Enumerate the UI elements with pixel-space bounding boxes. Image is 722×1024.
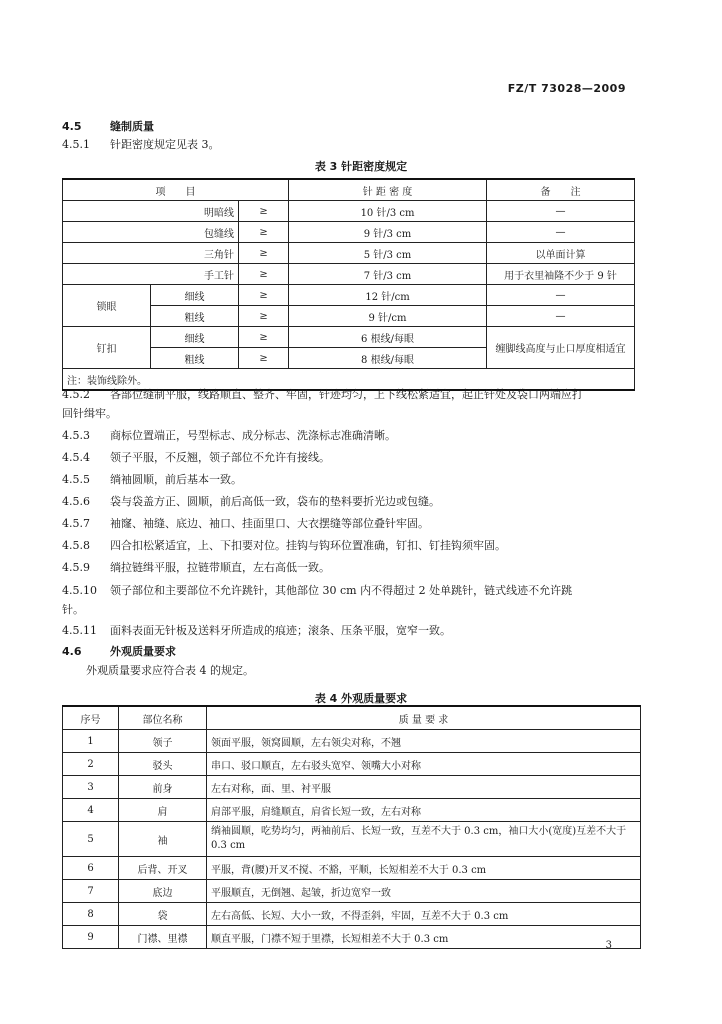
header-item: 项 目 (63, 179, 289, 201)
header-requirement: 质 量 要 求 (207, 706, 641, 730)
section-heading-4-5 (62, 118, 662, 135)
page-number: 3 (605, 940, 612, 951)
table-header-row (63, 706, 641, 730)
clause-4-5-6 (62, 493, 662, 510)
row-item: 手工针 (63, 264, 239, 285)
row-item: 包缝线 (63, 222, 239, 243)
table-row (63, 730, 641, 753)
row-requirement: 左右对称，面、里、衬平服 (207, 776, 641, 799)
row-note: — (487, 201, 635, 222)
row-no: 1 (63, 730, 119, 753)
clause-4-5-1 (62, 136, 662, 153)
clause-number: 4.5.4 (62, 451, 90, 464)
row-sub: 粗线 (151, 306, 239, 327)
clause-4-5-4 (62, 449, 662, 466)
row-no: 8 (63, 903, 119, 926)
row-no: 9 (63, 926, 119, 949)
clause-number: 4.5.3 (62, 429, 90, 442)
row-op: ≥ (239, 243, 289, 264)
section-number: 4.6 (62, 645, 82, 658)
clause-text: 商标位置端正，号型标志、成分标志、洗涤标志准确清晰。 (110, 429, 396, 442)
clause-text: 四合扣松紧适宜，上、下扣要对位。挂钩与钩环位置准确，钉扣、钉挂钩须牢固。 (110, 539, 506, 552)
section-number: 4.5 (62, 120, 82, 133)
row-part: 驳头 (119, 753, 207, 776)
row-requirement: 串口、驳口顺直，左右驳头宽窄、领嘴大小对称 (207, 753, 641, 776)
row-requirement: 左右高低、长短、大小一致，不得歪斜，牢固，互差不大于 0.3 cm (207, 903, 641, 926)
row-note: 用于衣里袖隆不少于 9 针 (487, 264, 635, 285)
table-row (63, 880, 641, 903)
row-no: 2 (63, 753, 119, 776)
row-sub: 细线 (151, 327, 239, 348)
row-requirement: 肩部平服，肩缝顺直，肩省长短一致，左右对称 (207, 799, 641, 822)
row-part: 袋 (119, 903, 207, 926)
table-row (63, 264, 635, 285)
table-row (63, 753, 641, 776)
row-sub: 细线 (151, 285, 239, 306)
clause-number: 4.5.8 (62, 539, 90, 552)
clause-4-5-10 (62, 582, 662, 599)
clause-text: 绱拉链缉平服，拉链带顺直，左右高低一致。 (110, 561, 330, 574)
row-note: — (487, 222, 635, 243)
section-heading-4-6 (62, 643, 662, 660)
clause-4-5-5 (62, 471, 662, 488)
row-part: 前身 (119, 776, 207, 799)
section-4-6-intro: 外观质量要求应符合表 4 的规定。 (86, 664, 254, 677)
header-density: 针 距 密 度 (289, 179, 487, 201)
clause-number: 4.5.7 (62, 517, 90, 530)
row-op: ≥ (239, 306, 289, 327)
clause-number: 4.5.9 (62, 561, 90, 574)
row-value: 10 针/3 cm (289, 201, 487, 222)
row-requirement: 绱袖圆顺，吃势均匀，两袖前后、长短一致，互差不大于 0.3 cm，袖口大小(宽度)互差不大于 0.3 cm (207, 822, 641, 857)
clause-text: 领子平服，不反翘，领子部位不允许有接线。 (110, 451, 330, 464)
row-requirement: 领面平服，领窝圆顺，左右领尖对称，不翘 (207, 730, 641, 753)
table-row (63, 799, 641, 822)
clause-4-5-11 (62, 622, 662, 639)
row-sub: 粗线 (151, 348, 239, 369)
table-row (63, 327, 635, 348)
row-part: 领子 (119, 730, 207, 753)
row-part: 肩 (119, 799, 207, 822)
row-value: 9 针/cm (289, 306, 487, 327)
row-item: 三角针 (63, 243, 239, 264)
clause-text: 针距密度规定见表 3。 (110, 138, 220, 151)
row-part: 门襟、里襟 (119, 926, 207, 949)
row-note: 缠脚线高度与止口厚度相适宜 (487, 327, 635, 369)
table-4-appearance-quality (62, 705, 641, 949)
header-part: 部位名称 (119, 706, 207, 730)
table-row (63, 926, 641, 949)
clause-text: 面料表面无针板及送料牙所造成的痕迹；滚条、压条平服，宽窄一致。 (110, 624, 451, 637)
clause-text: 绱袖圆顺，前后基本一致。 (110, 473, 242, 486)
row-requirement: 平服顺直，无倒翘、起皱，折边宽窄一致 (207, 880, 641, 903)
row-part: 后背、开叉 (119, 857, 207, 880)
row-requirement: 顺直平服，门襟不短于里襟，长短相差不大于 0.3 cm (207, 926, 641, 949)
clause-4-5-2 (62, 386, 662, 403)
clause-number: 4.5.6 (62, 495, 90, 508)
table-3-stitch-density (62, 178, 635, 391)
table-header-row (63, 179, 635, 201)
header-note: 备 注 (487, 179, 635, 201)
row-value: 7 针/3 cm (289, 264, 487, 285)
row-no: 6 (63, 857, 119, 880)
row-no: 4 (63, 799, 119, 822)
row-no: 3 (63, 776, 119, 799)
clause-number: 4.5.11 (62, 624, 97, 637)
row-value: 9 针/3 cm (289, 222, 487, 243)
table-row (63, 285, 635, 306)
standard-code: FZ/T 73028—2009 (507, 82, 626, 95)
row-op: ≥ (239, 348, 289, 369)
row-op: ≥ (239, 327, 289, 348)
header-no: 序号 (63, 706, 119, 730)
table-row (63, 857, 641, 880)
row-value: 6 根线/每眼 (289, 327, 487, 348)
row-part: 底边 (119, 880, 207, 903)
clause-number: 4.5.5 (62, 473, 90, 486)
table-row (63, 903, 641, 926)
clause-text: 袖窿、袖缝、底边、袖口、挂面里口、大衣摆缝等部位叠针牢固。 (110, 517, 429, 530)
section-title: 外观质量要求 (110, 645, 176, 658)
table-footnote: 注：装饰线除外。 (63, 369, 635, 391)
clause-4-5-10-continued: 针。 (62, 603, 84, 616)
row-op: ≥ (239, 285, 289, 306)
row-no: 5 (63, 822, 119, 857)
section-title: 缝制质量 (110, 120, 154, 133)
clause-number: 4.5.1 (62, 138, 90, 151)
clause-4-5-3 (62, 427, 662, 444)
group-label: 锁眼 (63, 285, 151, 327)
row-note: — (487, 306, 635, 327)
table4-caption: 表 4 外观质量要求 (314, 692, 408, 705)
clause-text: 各部位缝制平服，线路顺直、整齐、牢固，针迹均匀，上下线松紧适宜，起止针处及袋口两端应打 (110, 388, 583, 401)
row-no: 7 (63, 880, 119, 903)
table-row (63, 222, 635, 243)
row-op: ≥ (239, 201, 289, 222)
row-value: 8 根线/每眼 (289, 348, 487, 369)
clause-4-5-7 (62, 515, 662, 532)
row-op: ≥ (239, 222, 289, 243)
row-item: 明暗线 (63, 201, 239, 222)
clause-number: 4.5.10 (62, 584, 97, 597)
table-row (63, 776, 641, 799)
row-requirement: 平服，背(腰)开叉不搅、不豁，平顺，长短相差不大于 0.3 cm (207, 857, 641, 880)
row-op: ≥ (239, 264, 289, 285)
clause-text: 领子部位和主要部位不允许跳针，其他部位 30 cm 内不得超过 2 处单跳针，链式线迹不允许跳 (110, 584, 573, 597)
clause-text: 袋与袋盖方正、圆顺，前后高低一致，袋布的垫料要折光边或包缝。 (110, 495, 440, 508)
row-value: 12 针/cm (289, 285, 487, 306)
table-row (63, 243, 635, 264)
row-note: — (487, 285, 635, 306)
table-row (63, 201, 635, 222)
table3-caption: 表 3 针距密度规定 (314, 160, 408, 173)
clause-4-5-8 (62, 537, 662, 554)
group-label: 钉扣 (63, 327, 151, 369)
clause-number: 4.5.2 (62, 388, 90, 401)
clause-4-5-9 (62, 559, 662, 576)
row-note: 以单面计算 (487, 243, 635, 264)
table-row (63, 822, 641, 857)
clause-4-5-2-continued: 回针缉牢。 (62, 407, 117, 420)
row-value: 5 针/3 cm (289, 243, 487, 264)
row-part: 袖 (119, 822, 207, 857)
